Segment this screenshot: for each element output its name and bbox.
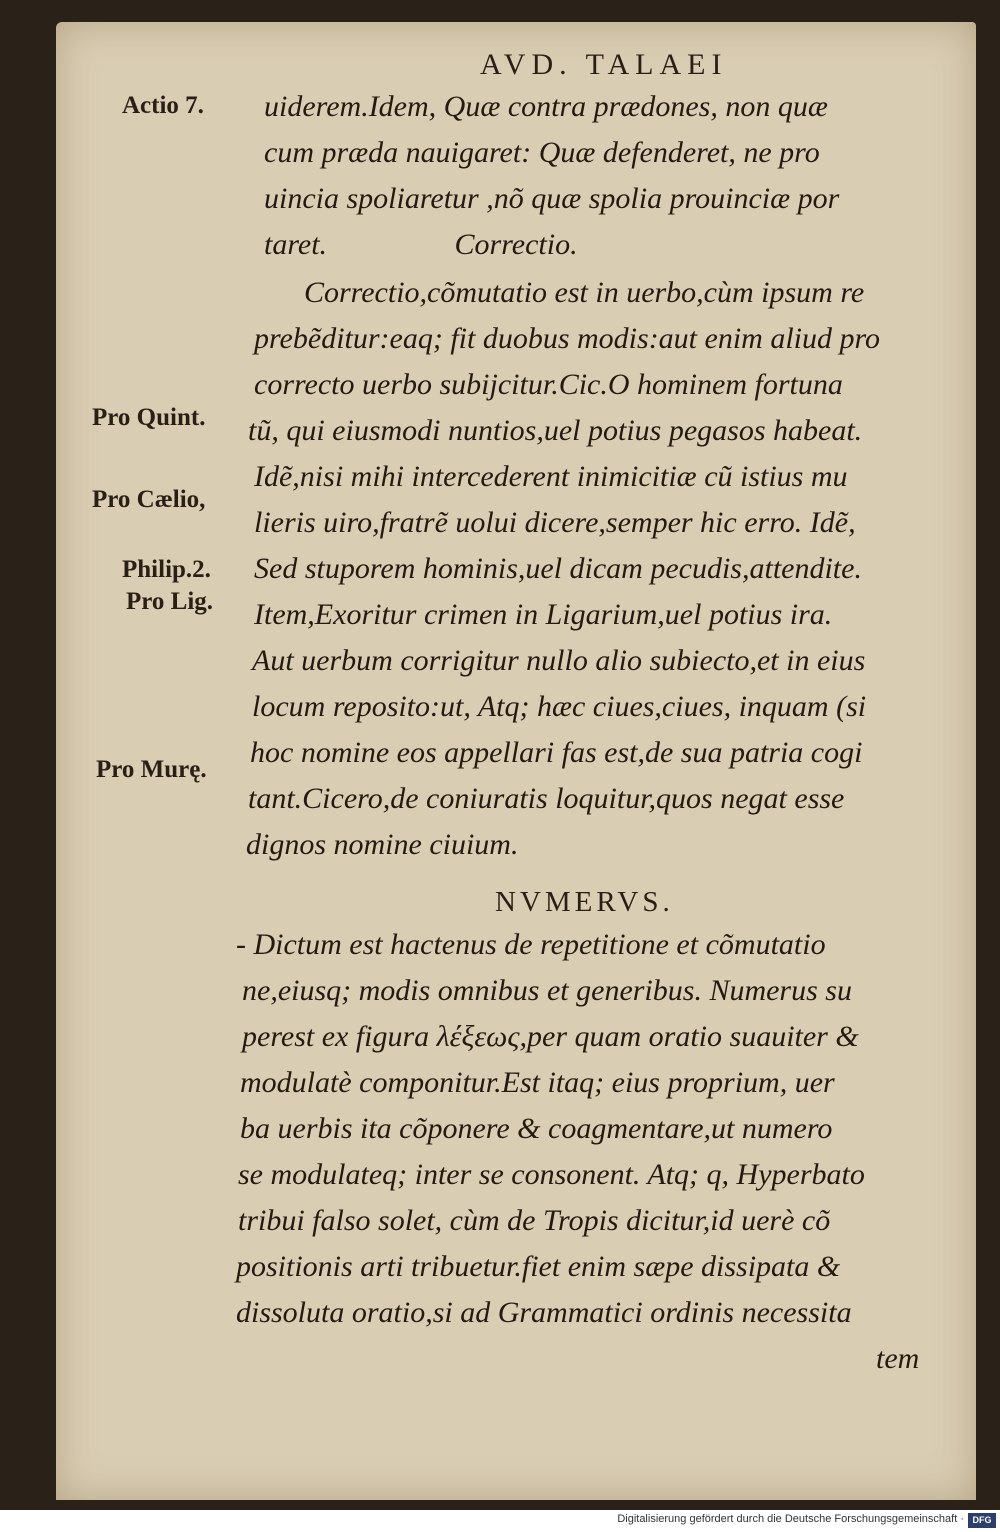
section-heading: NVMERVS.	[495, 886, 674, 918]
text-line: perest ex figura λέξεως,per quam oratio suauiter &	[242, 1020, 859, 1053]
text-line: correcto uerbo subijcitur.Cic.O hominem fortuna	[254, 368, 843, 401]
running-header: AVD. TALAEI	[480, 48, 728, 81]
text-line: hoc nomine eos appellari fas est,de sua patria cogi	[250, 736, 863, 769]
footer-bar	[0, 1510, 1000, 1532]
margin-note-actio: Actio 7.	[122, 92, 204, 119]
text-line: dissoluta oratio,si ad Grammatici ordinis necessita	[236, 1296, 852, 1329]
text-line: Aut uerbum corrigitur nullo alio subiecto,et in eius	[252, 644, 866, 677]
text-line: dignos nomine ciuium.	[246, 828, 519, 861]
text-line: - Dictum est hactenus de repetitione et cõmutatio	[236, 928, 826, 961]
text-line: uiderem.Idem, Quæ contra prædones, non quæ	[264, 90, 828, 123]
margin-note-pro-quint: Pro Quint.	[92, 404, 206, 431]
text-line: prebẽditur:eaq; fit duobus modis:aut enim aliud pro	[254, 322, 881, 355]
text-line: Item,Exoritur crimen in Ligarium,uel potius ira.	[254, 598, 833, 631]
text-line: taret. Correctio.	[264, 228, 578, 261]
text-line: lieris uiro,fratrẽ uolui dicere,semper hic erro. Idẽ,	[254, 506, 856, 539]
text-line: tant.Cicero,de coniuratis loquitur,quos negat esse	[248, 782, 845, 815]
text-line: locum reposito:ut, Atq; hæc ciues,ciues, inquam (si	[252, 690, 867, 723]
margin-note-pro-lig: Pro Lig.	[126, 588, 214, 615]
text-line: modulatè componitur.Est itaq; eius proprium, uer	[240, 1066, 835, 1099]
margin-note-philip: Philip.2.	[122, 556, 211, 583]
text-line: positionis arti tribuetur.fiet enim sæpe dissipata &	[236, 1250, 841, 1283]
margin-note-pro-caelio: Pro Cælio,	[92, 486, 206, 513]
catchword: tem	[876, 1342, 920, 1375]
text-line: Idẽ,nisi mihi intercederent inimicitiæ cũ istius mu	[254, 460, 848, 493]
margin-note-pro-murc: Pro Murę.	[96, 756, 207, 783]
text-line: uincia spoliaretur ,nõ quæ spolia prouinciæ por	[264, 182, 840, 215]
text-line: Correctio,cõmutatio est in uerbo,cùm ipsum re	[304, 276, 865, 309]
text-line: se modulateq; inter se consonent. Atq; q, Hyperbato	[238, 1158, 865, 1191]
text-line: cum præda nauigaret: Quæ defenderet, ne pro	[264, 136, 820, 169]
dfg-logo: DFG	[968, 1513, 996, 1528]
text-line: tũ, qui eiusmodi nuntios,uel potius pegasos habeat.	[248, 414, 863, 447]
footer-credit: Digitalisierung gefördert durch die Deutsche Forschungsgemeinschaft ·	[617, 1513, 964, 1525]
text-line: tribui falso solet, cùm de Tropis dicitur,id uerè cõ	[238, 1204, 831, 1237]
text-line: Sed stuporem hominis,uel dicam pecudis,attendite.	[254, 552, 862, 585]
text-line: ba uerbis ita cõponere & coagmentare,ut numero	[240, 1112, 833, 1145]
text-line: ne,eiusq; modis omnibus et generibus. Numerus su	[242, 974, 852, 1007]
